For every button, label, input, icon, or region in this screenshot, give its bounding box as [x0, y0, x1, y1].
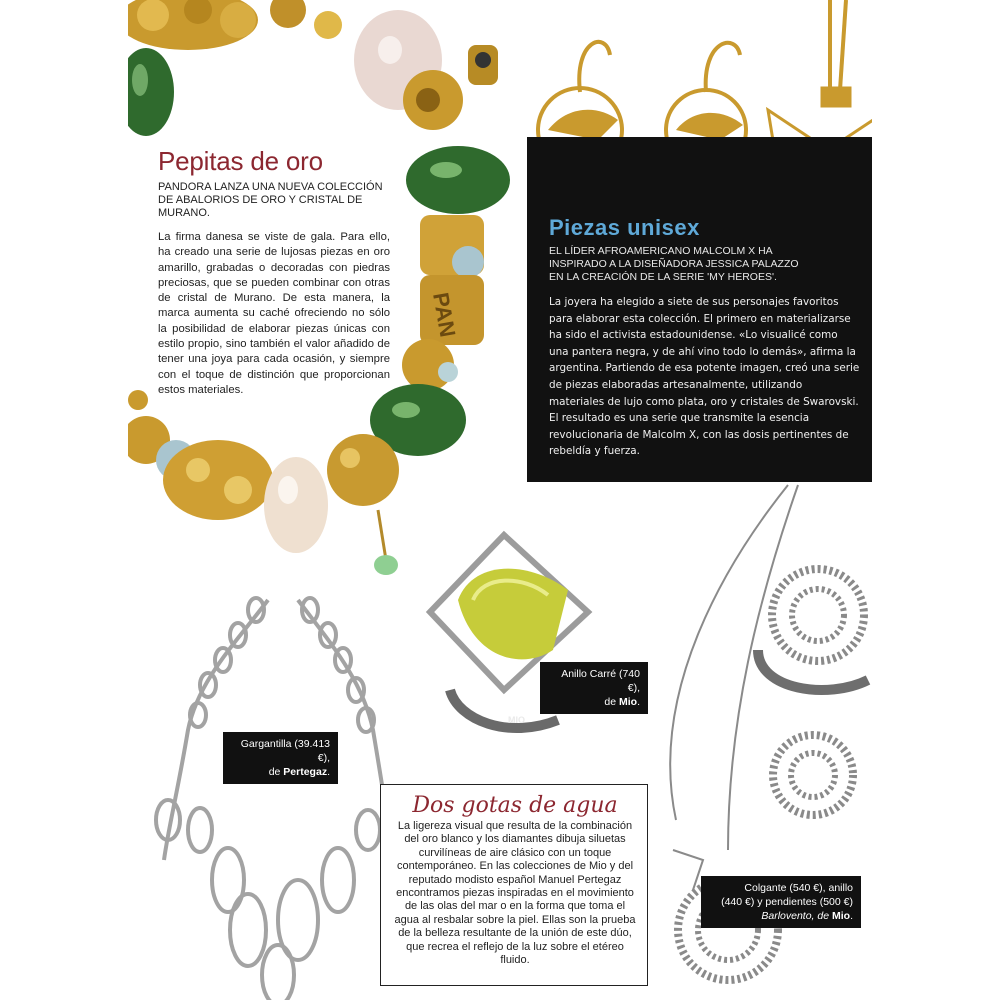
necklace-caption-brand: Pertegaz	[283, 766, 328, 778]
pertegaz-necklace-image	[156, 598, 390, 1000]
ring-caption-suffix: .	[637, 696, 640, 708]
unisex-title: Piezas unisex	[549, 215, 700, 240]
pendant-caption	[701, 876, 861, 928]
ring-caption-brand: Mio	[619, 696, 638, 708]
pepitas-article	[158, 146, 390, 398]
necklace-caption-suffix: .	[327, 766, 330, 778]
necklace-caption	[223, 732, 338, 784]
unisex-article	[527, 137, 872, 482]
pendant-caption-line2: (440 €) y pendientes (500 €)	[721, 896, 853, 908]
pendant-caption-prefix: Barlovento, de	[761, 910, 832, 922]
necklace-caption-line1: Gargantilla (39.413 €),	[240, 738, 330, 764]
unisex-body: La joyera ha elegido a siete de sus personajes favoritos para elaborar esta colección. El primero en materializarse ha sido el activista estadounidense. «Lo visualicé como una pantera negra, y de ahí vino todo lo demás», afirma la argentina. Partiendo de esa potente imagen, creó una serie de piezas elaboradas artesanalmente, utilizando materiales de lujo como plata, oro y cristales de Swarovski. El resultado es una serie que transmite la esencia revolucionaria de Malcolm X, con las dosis pertinentes de rebeldía y fuerza.	[549, 296, 860, 458]
pendant-caption-line1: Colgante (540 €), anillo	[744, 882, 853, 894]
gotas-title: Dos gotas de agua	[412, 793, 618, 818]
ring-caption-prefix: de	[604, 696, 619, 708]
pepitas-body: La firma danesa se viste de gala. Para ello, ha creado una serie de lujosas piezas en oro amarillo, grabadas o decoradas con piedras preciosas, que se pueden combinar con otras de cristal de Murano. De esta manera, la marca aumenta su caché ofreciendo no sólo la posibilidad de elaborar piezas únicas con estilo propio, sino también el valor añadido de tener una joya para cada ocasión, y siempre con el toque de distinción que proporcionan estos materiales.	[158, 231, 390, 396]
bead-engraving: PAN	[428, 290, 461, 340]
necklace-caption-prefix: de	[268, 766, 284, 778]
unisex-subtitle: EL LÍDER AFROAMERICANO MALCOLM X HA INSPIRADO A LA DISEÑADORA JESSICA PALAZZO EN LA CREACIÓN DE LA SERIE 'MY HEROES'.	[549, 245, 799, 283]
ring-caption	[540, 662, 648, 714]
pepitas-title: Pepitas de oro	[158, 146, 323, 176]
magazine-page	[128, 0, 872, 1000]
pendant-caption-suffix: .	[850, 910, 853, 922]
gotas-article	[380, 784, 648, 986]
ring-band-engraving: MIO	[508, 715, 525, 725]
gotas-body: La ligereza visual que resulta de la combinación del oro blanco y los diamantes dibuja siluetas curvilíneas de aire clásico con un toque contemporáneo. En las colecciones de Mio y del reputado modisto español Manuel Pertegaz encontramos piezas inspiradas en el movimiento de las olas del mar o en la forma que toma el agua al resbalar sobre la piel. Ellas son la prueba de la belleza resultante de la unión de este dúo, que recrea el reflejo de la luz sobre el etéreo fluido.	[394, 820, 636, 967]
pepitas-subtitle: PANDORA LANZA UNA NUEVA COLECCIÓN DE ABALORIOS DE ORO Y CRISTAL DE MURANO.	[158, 181, 383, 219]
ring-caption-line1: Anillo Carré (740 €),	[561, 668, 640, 694]
pendant-caption-brand: Mio	[832, 910, 851, 922]
